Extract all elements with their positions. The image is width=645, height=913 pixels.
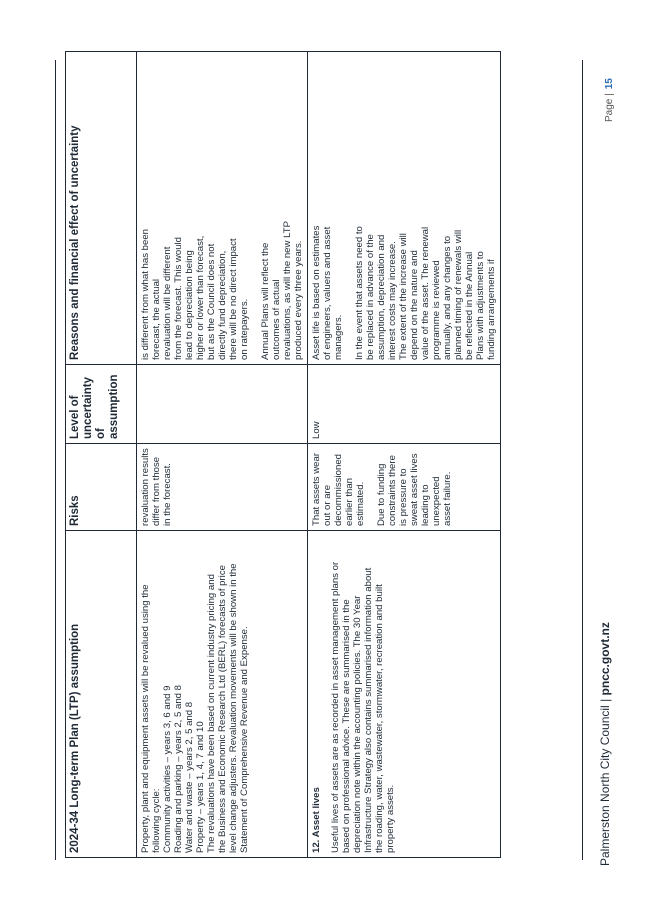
text-line: be reflected in the Annual (464, 251, 475, 360)
row1-level (137, 365, 308, 444)
row1-assumption (137, 531, 308, 858)
text-line: asset failure. (442, 471, 453, 526)
text-line: differ from those (151, 456, 162, 526)
text-line: Water and waste – years 2, 5 and 8 (184, 701, 195, 853)
text-line: in the forecast. (162, 463, 173, 526)
header-level: Level of uncertainty of assumption (66, 365, 137, 444)
text-line: revaluation will be different (162, 246, 173, 360)
text-line: leading to (420, 484, 431, 526)
text-line: estimated. (355, 481, 366, 526)
row2-level: Low (308, 365, 501, 444)
page-number: 15 (604, 78, 615, 90)
header-reasons: Reasons and financial effect of uncertainty (66, 52, 137, 365)
text-line: earlier than (344, 478, 355, 526)
paragraph-gap (344, 56, 354, 360)
row1-risks (137, 444, 308, 531)
asset-lives-heading: 12. Asset lives (311, 787, 322, 853)
page-label: Page | (604, 93, 615, 122)
text-line: Plans with adjustments to (475, 251, 486, 360)
table-header-row (66, 52, 137, 858)
text-line: Infrastructure Strategy also contains summarised information about (363, 567, 374, 853)
header-risks: Risks (66, 444, 137, 531)
row2-assumption (308, 531, 501, 858)
footer-council-name: Palmerston North City Council (598, 705, 612, 866)
page-number-label (604, 78, 615, 122)
text-line: directly fund depreciation, (217, 250, 228, 360)
footer-website-link[interactable]: pncc.govt.nz (598, 622, 612, 696)
row2-reasons (308, 52, 501, 365)
text-line: unexpected (431, 476, 442, 526)
text-line: Useful lives of assets are as recorded in asset management plans or (330, 561, 341, 853)
text-line: produced every three years. (293, 240, 304, 360)
right-border-rule (582, 60, 583, 860)
text-line: based on professional advice. These are summarised in the (341, 599, 352, 853)
left-border-rule (55, 60, 56, 860)
text-line: on ratepayers. (239, 298, 250, 360)
text-line: That assets wear (311, 452, 322, 526)
text-line: The revaluations have been based on current industry pricing and (206, 574, 217, 853)
text-line: out or are (322, 484, 333, 526)
text-line: Annual Plans will reflect the (260, 242, 271, 360)
text-line: from the forecast. This would (173, 237, 184, 360)
row1-reasons (137, 52, 308, 365)
text-line: managers. (333, 314, 344, 360)
text-line: Roading and parking – years 2, 5 and 8 (173, 684, 184, 853)
text-line: depend on the nature and (409, 250, 420, 360)
text-line: constraints there (387, 455, 398, 526)
header-assumption: 2024-34 Long-term Plan (LTP) assumption (66, 531, 137, 858)
text-line: higher or lower than forecast, (195, 235, 206, 360)
text-line: but as the Council does not (206, 243, 217, 360)
text-line: funding arrangements if (486, 259, 497, 360)
text-line: sweat asset lives (409, 453, 420, 526)
footer-separator: | (598, 698, 612, 702)
text-line: Asset life is based on estimates (311, 225, 322, 360)
paragraph-gap (250, 56, 260, 360)
table-row (308, 52, 501, 858)
text-line: Community activities – years 3, 6 and 9 (162, 685, 173, 853)
text-line: Due to funding (376, 463, 387, 526)
text-line: the Business and Economic Research Ltd (BERL) forecasts of price (217, 565, 228, 853)
row2-risks (308, 444, 501, 531)
text-line: of engineers, valuers and asset (322, 226, 333, 360)
assumptions-table (65, 51, 501, 858)
text-line: revaluation results (140, 448, 151, 526)
text-line: Property, plant and equipment assets will be revalued using the (140, 584, 151, 853)
text-line: In the event that assets need to (354, 226, 365, 360)
text-line: is different from what has been (140, 228, 151, 360)
text-line: annually, and any changes to (442, 235, 453, 360)
text-line: is pressure to (398, 468, 409, 526)
text-line: value of the asset. The renewal (420, 226, 431, 360)
text-line: decommissioned (333, 454, 344, 526)
text-line: interest costs may increase. (387, 241, 398, 360)
page-footer (598, 622, 612, 866)
text-line: programme is reviewed (431, 260, 442, 360)
text-line: revaluations, as will the new LTP (282, 221, 293, 360)
text-line: Statement of Comprehensive Revenue and Expense. (239, 626, 250, 853)
text-line: forecast, the actual (151, 278, 162, 360)
text-line: the roading, water, wastewater, stormwater, recreation and built (374, 584, 385, 853)
assumptions-table-container (65, 88, 575, 858)
table-row (137, 52, 308, 858)
text-line: assumption, depreciation and (376, 234, 387, 360)
text-line: following cycle: (151, 788, 162, 853)
text-line: property assets. (385, 784, 396, 853)
text-line: The extent of the increase will (398, 233, 409, 360)
text-line: Property – years 1, 4, 7 and 10 (195, 721, 206, 853)
text-line: level change adjusters. Revaluation movements will be shown in the (228, 563, 239, 853)
text-line: depreciation note within the accounting policies. The 30 Year (352, 595, 363, 853)
paragraph-gap (366, 448, 376, 526)
text-line: outcomes of actual (271, 279, 282, 360)
text-line: planned timing of renewals will (453, 229, 464, 360)
text-line: lead to depreciation being (184, 250, 195, 360)
text-line: there will be no direct impact (228, 238, 239, 360)
text-line: be replaced in advance of the (365, 234, 376, 360)
